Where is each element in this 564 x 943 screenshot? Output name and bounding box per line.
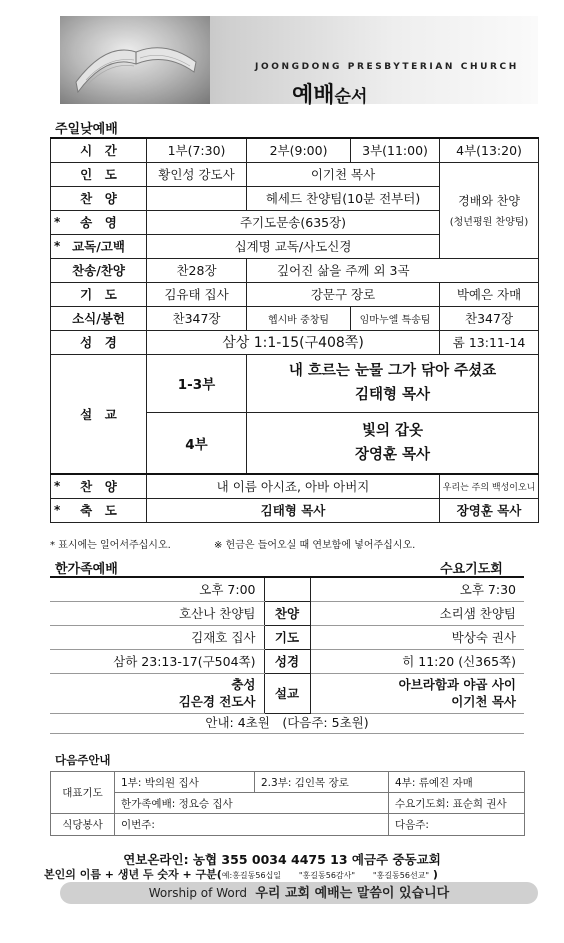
- wednesday-time: 오후 7:30: [310, 577, 524, 601]
- wednesday-praise: 소리샘 찬양팀: [310, 601, 524, 625]
- hymn-2: 깊어진 삶을 주께 외 3곡: [247, 258, 539, 282]
- offering-1: 찬347장: [147, 306, 247, 330]
- prayer-2: 강문구 장로: [247, 282, 440, 306]
- scripture-1: 삼상 1:1-15(구408쪽): [147, 330, 440, 354]
- sunday-service-table: [50, 137, 539, 523]
- sermon-2-title: 빛의 갑옷: [361, 422, 424, 439]
- evening-table: [50, 576, 524, 714]
- wednesday-scripture: 히 11:20 (신365쪽): [310, 649, 524, 673]
- time-label: 시 간: [51, 138, 147, 162]
- sermon-1-group: 1-3부: [147, 354, 247, 412]
- sermon-1: [247, 354, 539, 412]
- sermon-1-preacher: 김태형 목사: [354, 387, 431, 403]
- time-3: 3부(11:00): [351, 138, 440, 162]
- praise-value: 헤세드 찬양팀(10분 전부터): [247, 186, 440, 210]
- time-4: 4부(13:20): [440, 138, 539, 162]
- guide-info: 안내: 4초원 (다음주: 5초원): [50, 712, 524, 734]
- closing-hymn-2: 우리는 주의 백성이오니: [440, 474, 539, 498]
- benediction-1: 김태형 목사: [147, 498, 440, 522]
- meal-category: 식당봉사: [51, 814, 115, 836]
- leader-2: 이기천 목사: [247, 162, 440, 186]
- next-prayer-23: 2.3부: 김인목 장로: [255, 772, 389, 793]
- next-wednesday-prayer: 수요기도회: 표순희 권사: [389, 793, 525, 814]
- meal-next-week: 다음주:: [389, 814, 525, 836]
- hymn-1: 찬28장: [147, 258, 247, 282]
- leader-1: 황인성 강도사: [147, 162, 247, 186]
- sermon-label: 설 교: [51, 354, 147, 474]
- family-prayer: 김재호 집사: [50, 625, 264, 649]
- creed-label: * 교독/고백: [51, 234, 147, 258]
- benediction-2: 장영훈 목사: [440, 498, 539, 522]
- meal-this-week: 이번주:: [115, 814, 389, 836]
- sermon-2: [247, 412, 539, 474]
- offering-label: 소식/봉헌: [51, 306, 147, 330]
- prayer-category: 대표기도: [51, 772, 115, 814]
- family-service-title: 한가족예배: [55, 562, 118, 577]
- closing-hymn-label: * 찬 양: [51, 474, 147, 498]
- offering-4: 찬347장: [440, 306, 539, 330]
- family-scripture: 삼하 23:13-17(구504쪽): [50, 649, 264, 673]
- time-2: 2부(9:00): [247, 138, 351, 162]
- family-sermon: 충성 김은경 전도사: [50, 673, 264, 713]
- next-family-prayer: 한가족예배: 정요승 집사: [115, 793, 389, 814]
- psalm-value: 주기도문송(635장): [147, 210, 440, 234]
- sermon-2-group: 4부: [147, 412, 247, 474]
- offering-3: 임마누엘 특송팀: [351, 306, 440, 330]
- offering-instruction: 본인의 이름 + 생년 두 숫자 + 구분(예:홍길동56십일 "홍길동56감사" "홍길동56선교" ): [44, 868, 438, 881]
- next-week-title: 다음주안내: [55, 753, 111, 767]
- header-banner: [60, 16, 538, 108]
- scripture-label: 성 경: [51, 330, 147, 354]
- leader-label: 인 도: [51, 162, 147, 186]
- hymn-label: 찬송/찬양: [51, 258, 147, 282]
- side-praise: 경배와 찬양 (청년평원 찬양팀): [440, 162, 539, 258]
- wednesday-sermon: 아브라함과 야곱 사이 이기천 목사: [310, 673, 524, 713]
- page-title: 예배순서: [292, 83, 368, 108]
- family-praise: 호산나 찬양팀: [50, 601, 264, 625]
- prayer-3: 박예은 자매: [440, 282, 539, 306]
- note-stand: * 표시에는 일어서주십시오.: [50, 540, 171, 551]
- note-offering: ※ 헌금은 들어오실 때 연보함에 넣어주십시오.: [213, 540, 416, 551]
- next-week-table: [50, 771, 525, 836]
- next-prayer-4: 4부: 류예진 자매: [389, 772, 525, 793]
- psalm-label: * 송 영: [51, 210, 147, 234]
- family-time: 오후 7:00: [50, 577, 264, 601]
- time-1: 1부(7:30): [147, 138, 247, 162]
- sermon-mid-label: 설교: [264, 673, 310, 713]
- scripture-mid-label: 성경: [264, 649, 310, 673]
- sermon-2-preacher: 장영훈 목사: [354, 446, 431, 463]
- next-prayer-1: 1부: 박의원 집사: [115, 772, 255, 793]
- prayer-1: 김유태 집사: [147, 282, 247, 306]
- creed-value: 십계명 교독/사도신경: [147, 234, 440, 258]
- sunday-service-title: 주일낮예배: [55, 122, 118, 137]
- prayer-label: 기 도: [51, 282, 147, 306]
- praise-mid-label: 찬양: [264, 601, 310, 625]
- prayer-mid-label: 기도: [264, 625, 310, 649]
- praise-label: 찬 양: [51, 186, 147, 210]
- wednesday-service-title: 수요기도회: [440, 562, 503, 577]
- benediction-label: * 축 도: [51, 498, 147, 522]
- closing-hymn-1: 내 이름 아시죠, 아바 아버지: [147, 474, 440, 498]
- scripture-2: 롬 13:11-14: [440, 330, 539, 354]
- online-offering-account: 연보온라인: 농협 355 0034 4475 13 예금주 중동교회: [123, 852, 441, 867]
- notes: [50, 536, 455, 551]
- footer-banner: Worship of Word 우리 교회 예배는 말씀이 있습니다: [60, 882, 538, 904]
- church-name: JOONGDONG PRESBYTERIAN CHURCH: [255, 62, 519, 72]
- offering-2: 헵시바 중창팀: [247, 306, 351, 330]
- bible-image: [60, 16, 210, 104]
- sermon-1-title: 내 흐르는 눈물 그가 닦아 주셨죠: [288, 363, 497, 379]
- wednesday-prayer: 박상숙 권사: [310, 625, 524, 649]
